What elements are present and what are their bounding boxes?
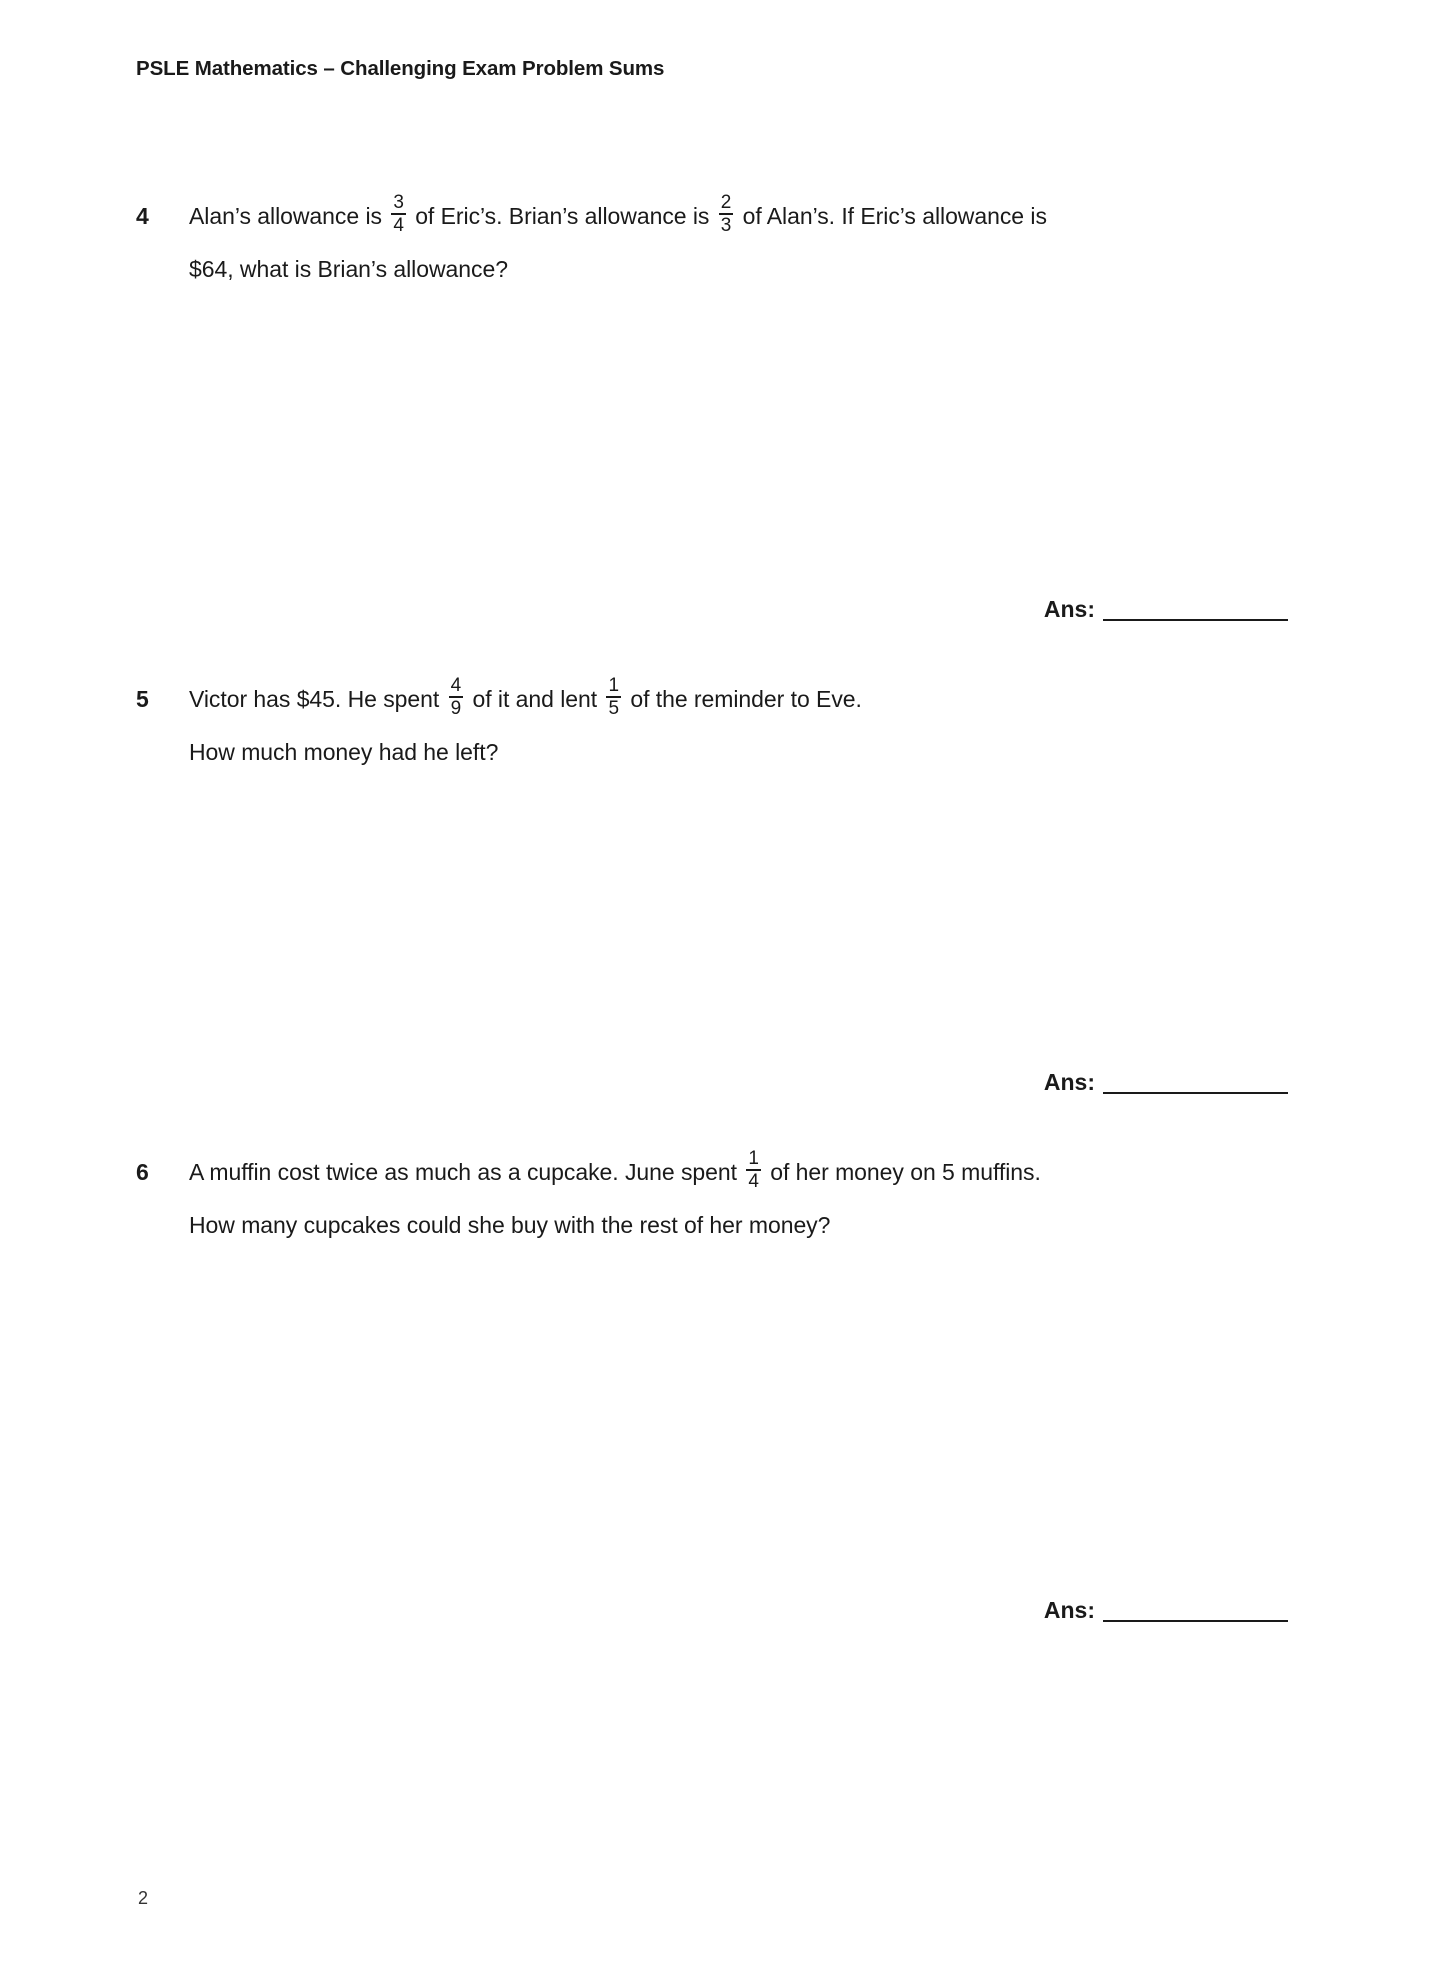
page-number: 2 (138, 1888, 149, 1908)
question-5-answer-row (136, 1069, 1316, 1096)
question-4-text-part-1: Alan’s allowance is (189, 203, 382, 229)
question-5 (136, 673, 1316, 1096)
question-5-number: 5 (136, 686, 149, 712)
question-6-line-1 (189, 1146, 1316, 1199)
question-6 (136, 1146, 1316, 1624)
fraction-four-ninths (449, 676, 464, 718)
question-4-body (136, 190, 1316, 296)
question-5-body (136, 673, 1316, 779)
question-4-text-part-2: of Eric’s. Brian’s allowance is (415, 203, 710, 229)
section-gap (136, 1096, 1316, 1146)
fraction-numerator: 2 (720, 192, 732, 213)
fraction-three-quarters (391, 193, 406, 235)
fraction-denominator: 3 (720, 214, 732, 236)
fraction-one-fifth (606, 676, 621, 718)
question-4-text-part-3: of Alan’s. If Eric’s allowance is (742, 203, 1047, 229)
question-5-text-part-2: of it and lent (472, 686, 598, 712)
question-4-number: 4 (136, 203, 149, 229)
answer-label: Ans: (1043, 1069, 1095, 1095)
question-6-line-2: How many cupcakes could she buy with the rest of her money? (189, 1212, 831, 1238)
question-6-body (136, 1146, 1316, 1252)
answer-blank-line[interactable] (1103, 1091, 1288, 1094)
fraction-denominator: 9 (450, 697, 462, 719)
question-4-answer-row (136, 596, 1316, 623)
answer-label: Ans: (1043, 1597, 1095, 1623)
page-header-title: PSLE Mathematics – Challenging Exam Problem Sums (136, 57, 665, 80)
answer-label: Ans: (1043, 596, 1095, 622)
fraction-denominator: 4 (748, 1170, 759, 1192)
question-5-working-space (136, 779, 1316, 1069)
question-4 (136, 190, 1316, 623)
answer-blank-line[interactable] (1103, 1619, 1288, 1622)
fraction-numerator: 1 (748, 1148, 759, 1169)
fraction-numerator: 1 (608, 675, 619, 696)
fraction-numerator: 4 (450, 675, 462, 696)
questions-container (136, 190, 1316, 1624)
question-4-line-2: $64, what is Brian’s allowance? (189, 256, 508, 282)
question-5-text-part-1: Victor has $45. He spent (189, 686, 440, 712)
fraction-one-quarter (746, 1149, 761, 1191)
question-5-text-part-3: of the reminder to Eve. (630, 686, 862, 712)
fraction-two-thirds (719, 193, 734, 235)
question-5-line-2: How much money had he left? (189, 739, 499, 765)
question-4-line-1 (189, 190, 1316, 243)
question-6-number: 6 (136, 1159, 149, 1185)
fraction-denominator: 5 (608, 697, 619, 719)
section-gap (136, 623, 1316, 673)
answer-blank-line[interactable] (1103, 618, 1288, 621)
question-6-text-part-1: A muffin cost twice as much as a cupcake. June spent (189, 1159, 737, 1185)
question-6-working-space (136, 1252, 1316, 1597)
question-4-working-space (136, 296, 1316, 596)
question-5-line-1 (189, 673, 1316, 726)
question-6-answer-row (136, 1597, 1316, 1624)
question-6-text-part-2: of her money on 5 muffins. (770, 1159, 1041, 1185)
fraction-numerator: 3 (393, 192, 404, 213)
fraction-denominator: 4 (393, 214, 404, 236)
